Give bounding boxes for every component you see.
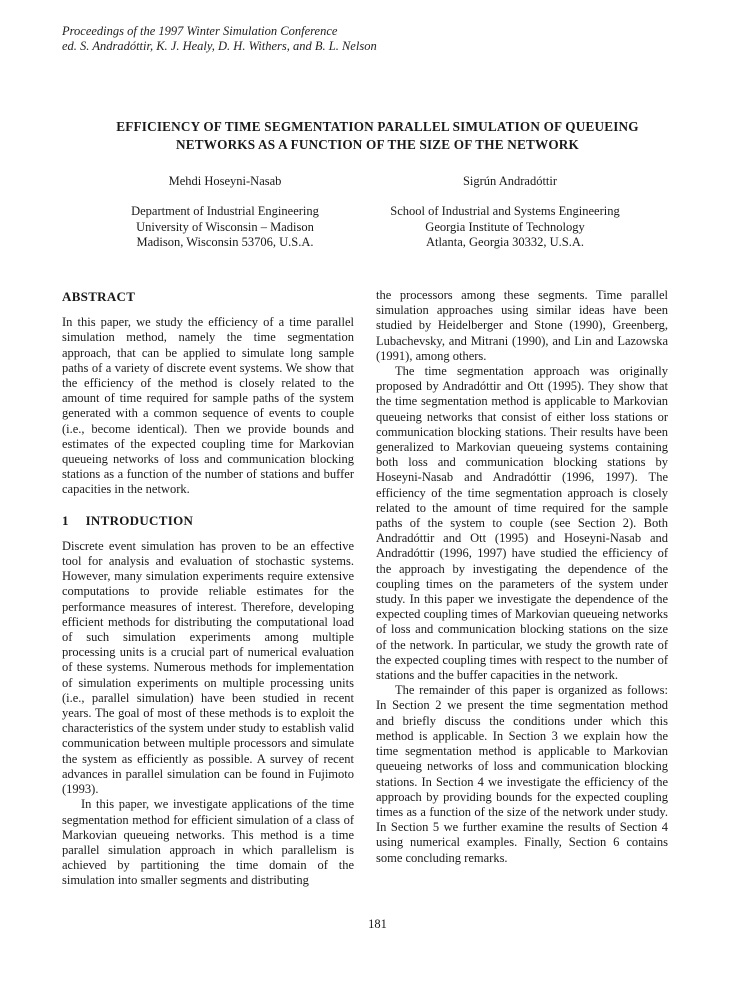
affiliation-line: University of Wisconsin – Madison bbox=[136, 219, 314, 234]
page-number: 181 bbox=[368, 917, 387, 931]
affiliation-line: Atlanta, Georgia 30332, U.S.A. bbox=[425, 235, 585, 249]
affiliation-line: Georgia Institute of Technology bbox=[425, 219, 585, 234]
intro-paragraph-4: The remainder of this paper is organized as follows: In Section 2 we present the time segmentation method and briefly discuss the conditions under which this method is applicable. In Section 3 we explain how the time segmentation method is applicable to Markovian queueing networks of loss and communication blocking stations. In Section 4 we investigate the efficiency of the approach by providing bounds for the expected coupling times as a function of the size of the network under study. In Section 5 we further examine the results of Section 4 using numerical examples. Finally, Section 6 contains some concluding remarks. bbox=[376, 683, 668, 865]
author-1-affiliation bbox=[100, 204, 350, 251]
abstract-text: In this paper, we study the efficiency of a time parallel simulation method, namely the time segmentation approach, that can be applied to simulate long sample paths of a variety of discrete event systems. We show that the efficiency of the method is closely related to the amount of time required for sample paths of the system generated with a common sequence of events to couple (i.e., become identical). Then we provide bounds and estimates of the expected coupling time for Markovian queueing networks of loss and communication blocking stations as a function of the number of stations and buffer capacities in the network. bbox=[62, 315, 354, 497]
intro-paragraph-1: Discrete event simulation has proven to be an effective tool for analysis and evaluation of stochastic systems. However, many simulation experiments require extensive computations to provide reliable estimates for the performance measures of interest. Therefore, developing efficient methods for distributing the computational load of such simulation experiments among multiple processing units is a crucial part of numerical evaluation of these systems. Numerous methods for implementation of simulation experiments on multiple processing units (i.e., parallel simulation) have been studied in recent years. The goal of most of these methods is to exploit the characteristics of the system under study to establish valid communication between multiple processors and simulate the system as efficiently as possible. A survey of recent advances in parallel simulation can be found in Fujimoto (1993). bbox=[62, 538, 354, 797]
section-title: INTRODUCTION bbox=[85, 512, 194, 528]
left-column bbox=[62, 289, 354, 889]
right-column bbox=[376, 288, 668, 866]
intro-paragraph-2-continued: the processors among these segments. Time parallel simulation approaches using similar ideas have been studied by Heidelberger and Stone (1990), Greenberg, Lubachevsky, and Mitrani (1990), and Lin and Lazowska (1991), among others. bbox=[376, 288, 668, 363]
intro-paragraph-2: In this paper, we investigate applications of the time segmentation method for efficient simulation of a class of Markovian queueing networks. This method is a time parallel simulation approach in which parallelism is achieved by partitioning the time domain of the simulation into smaller segments and distributing bbox=[62, 797, 354, 888]
intro-paragraph-3: The time segmentation approach was originally proposed by Andradóttir and Ott (1995). They show that the time segmentation method is applicable to Markovian queueing networks that consist of either loss stations or communication blocking stations. Their results have been generalized to Markovian queueing systems containing both loss and communication blocking stations by Hoseyni-Nasab and Andradóttir (1996, 1997). The efficiency of the time segmentation approach is closely related to the amount of time required for the sample paths of the system to couple (see Section 2). Both Andradóttir and Ott (1995) and Hoseyni-Nasab and Andradóttir (1996, 1997) have studied the efficiency of the approach by investigating the dependence of the coupling times on the parameters of the system under study. In this paper we investigate the dependence of the expected coupling times of Markovian queueing networks of loss and communication blocking stations on the size of the network. In particular, we study the growth rate of the expected coupling times with respect to the number of stations and the buffer capacities in the network. bbox=[376, 364, 668, 683]
abstract-heading: ABSTRACT bbox=[62, 289, 136, 304]
affiliation-line: Madison, Wisconsin 53706, U.S.A. bbox=[136, 235, 314, 249]
section-number: 1 bbox=[62, 512, 69, 528]
header-conference: Proceedings of the 1997 Winter Simulation Conference bbox=[62, 24, 338, 38]
proceedings-header bbox=[62, 24, 377, 54]
affiliation-line: Department of Industrial Engineering bbox=[131, 204, 319, 218]
author-1-name: Mehdi Hoseyni-Nasab bbox=[168, 174, 282, 188]
header-editors: ed. S. Andradóttir, K. J. Healy, D. H. Withers, and B. L. Nelson bbox=[62, 39, 377, 53]
affiliation-line: School of Industrial and Systems Engineering bbox=[390, 204, 620, 218]
introduction-heading bbox=[62, 513, 354, 528]
title-line-1: EFFICIENCY OF TIME SEGMENTATION PARALLEL SIMULATION OF QUEUEING bbox=[116, 119, 639, 134]
paper-title bbox=[40, 118, 715, 154]
author-2-name: Sigrún Andradóttir bbox=[462, 174, 558, 188]
author-2-affiliation bbox=[345, 204, 665, 251]
title-line-2: NETWORKS AS A FUNCTION OF THE SIZE OF THE NETWORK bbox=[176, 137, 579, 152]
